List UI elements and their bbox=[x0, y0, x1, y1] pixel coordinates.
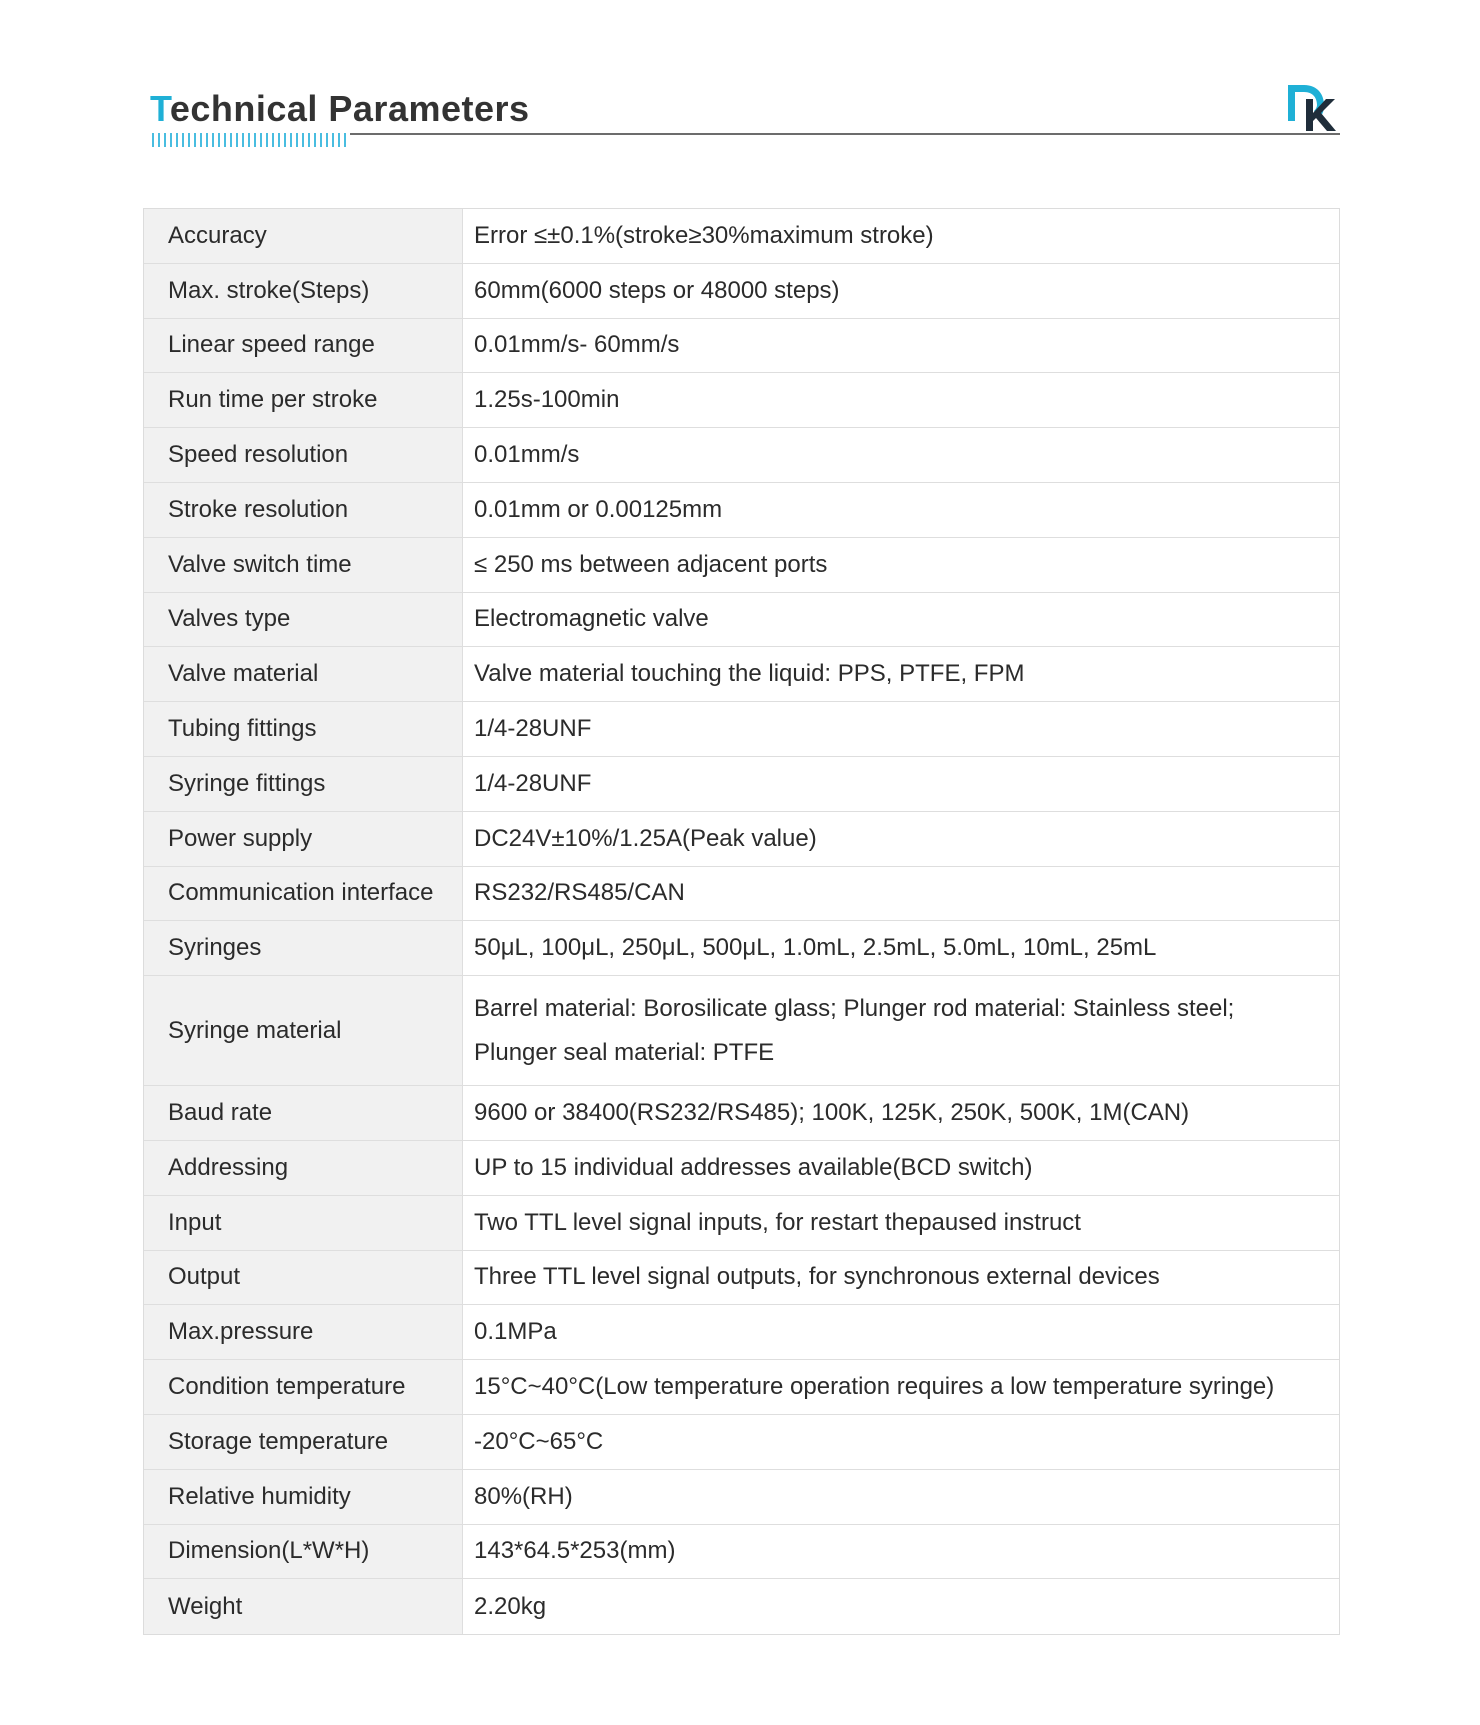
param-value: 0.01mm or 0.00125mm bbox=[474, 495, 723, 523]
table-row bbox=[144, 1086, 1339, 1141]
dk-logo-icon bbox=[1284, 81, 1340, 133]
table-row bbox=[144, 1470, 1339, 1525]
param-label: Dimension(L*W*H) bbox=[144, 1525, 463, 1579]
param-label: Syringe fittings bbox=[144, 757, 463, 811]
table-row bbox=[144, 1579, 1339, 1634]
param-label: Baud rate bbox=[144, 1086, 463, 1140]
param-value: 1/4-28UNF bbox=[474, 769, 592, 797]
table-row bbox=[144, 1525, 1339, 1580]
param-value: -20°C~65°C bbox=[474, 1427, 604, 1455]
table-row bbox=[144, 1360, 1339, 1415]
param-label: Max.pressure bbox=[144, 1305, 463, 1359]
page-title bbox=[150, 88, 530, 130]
table-row bbox=[144, 757, 1339, 812]
param-label: Input bbox=[144, 1196, 463, 1250]
param-value: 2.20kg bbox=[474, 1592, 547, 1620]
param-value: Two TTL level signal inputs, for restart thepaused instruct bbox=[474, 1208, 1081, 1236]
param-label: Communication interface bbox=[144, 867, 463, 921]
param-label: Storage temperature bbox=[144, 1415, 463, 1469]
param-value: Three TTL level signal outputs, for synchronous external devices bbox=[474, 1263, 1160, 1291]
table-row bbox=[144, 593, 1339, 648]
table-row bbox=[144, 264, 1339, 319]
title-first-letter: T bbox=[150, 88, 170, 129]
param-label: Addressing bbox=[144, 1141, 463, 1195]
param-value: 15°C~40°C(Low temperature operation requires a low temperature syringe) bbox=[474, 1373, 1275, 1401]
spec-table bbox=[143, 208, 1340, 1635]
param-label: Output bbox=[144, 1251, 463, 1305]
table-row bbox=[144, 976, 1339, 1086]
param-value: 80%(RH) bbox=[474, 1482, 573, 1510]
table-row bbox=[144, 647, 1339, 702]
table-row bbox=[144, 428, 1339, 483]
table-row bbox=[144, 1251, 1339, 1306]
title-rest: echnical Parameters bbox=[169, 88, 530, 129]
param-label: Valve material bbox=[144, 647, 463, 701]
param-label: Valve switch time bbox=[144, 538, 463, 592]
table-row bbox=[144, 1415, 1339, 1470]
param-value: Error ≤±0.1%(stroke≥30%maximum stroke) bbox=[474, 221, 934, 249]
param-label: Run time per stroke bbox=[144, 373, 463, 427]
param-label: Max. stroke(Steps) bbox=[144, 264, 463, 318]
table-row bbox=[144, 483, 1339, 538]
param-label: Power supply bbox=[144, 812, 463, 866]
param-value: Electromagnetic valve bbox=[474, 605, 709, 633]
param-value: 1.25s-100min bbox=[474, 386, 620, 414]
param-value: RS232/RS485/CAN bbox=[474, 879, 685, 907]
param-label: Relative humidity bbox=[144, 1470, 463, 1524]
header-divider bbox=[350, 133, 1340, 135]
table-row bbox=[144, 1196, 1339, 1251]
param-label: Valves type bbox=[144, 593, 463, 647]
table-row bbox=[144, 373, 1339, 428]
param-value: 0.01mm/s bbox=[474, 441, 580, 469]
param-label: Syringes bbox=[144, 921, 463, 975]
table-row bbox=[144, 702, 1339, 757]
page-header bbox=[150, 88, 1340, 158]
table-row bbox=[144, 867, 1339, 922]
param-value: DC24V±10%/1.25A(Peak value) bbox=[474, 824, 817, 852]
table-row bbox=[144, 209, 1339, 264]
param-value: Barrel material: Borosilicate glass; Plunger rod material: Stainless steel; Plunger seal material: PTFE bbox=[474, 994, 1235, 1066]
param-value: 143*64.5*253(mm) bbox=[474, 1537, 676, 1565]
param-label: Condition temperature bbox=[144, 1360, 463, 1414]
table-row bbox=[144, 1141, 1339, 1196]
param-label: Stroke resolution bbox=[144, 483, 463, 537]
table-row bbox=[144, 319, 1339, 374]
param-value: 0.1MPa bbox=[474, 1318, 557, 1346]
param-value: ≤ 250 ms between adjacent ports bbox=[474, 550, 828, 578]
param-value: 50μL, 100μL, 250μL, 500μL, 1.0mL, 2.5mL, 5.0mL, 10mL, 25mL bbox=[474, 934, 1157, 962]
table-row bbox=[144, 538, 1339, 593]
param-value: 0.01mm/s- 60mm/s bbox=[474, 331, 680, 359]
table-row bbox=[144, 812, 1339, 867]
param-value: 9600 or 38400(RS232/RS485); 100K, 125K, 250K, 500K, 1M(CAN) bbox=[474, 1099, 1190, 1127]
table-row bbox=[144, 1305, 1339, 1360]
param-value: 1/4-28UNF bbox=[474, 715, 592, 743]
param-value: Valve material touching the liquid: PPS, PTFE, FPM bbox=[474, 660, 1025, 688]
param-label: Speed resolution bbox=[144, 428, 463, 482]
decorative-ticks bbox=[152, 133, 350, 147]
param-label: Accuracy bbox=[144, 209, 463, 263]
table-row bbox=[144, 921, 1339, 976]
param-label: Tubing fittings bbox=[144, 702, 463, 756]
param-value: 60mm(6000 steps or 48000 steps) bbox=[474, 276, 840, 304]
param-label: Syringe material bbox=[144, 976, 463, 1085]
param-label: Weight bbox=[144, 1579, 463, 1634]
param-label: Linear speed range bbox=[144, 319, 463, 373]
param-value: UP to 15 individual addresses available(BCD switch) bbox=[474, 1153, 1033, 1181]
